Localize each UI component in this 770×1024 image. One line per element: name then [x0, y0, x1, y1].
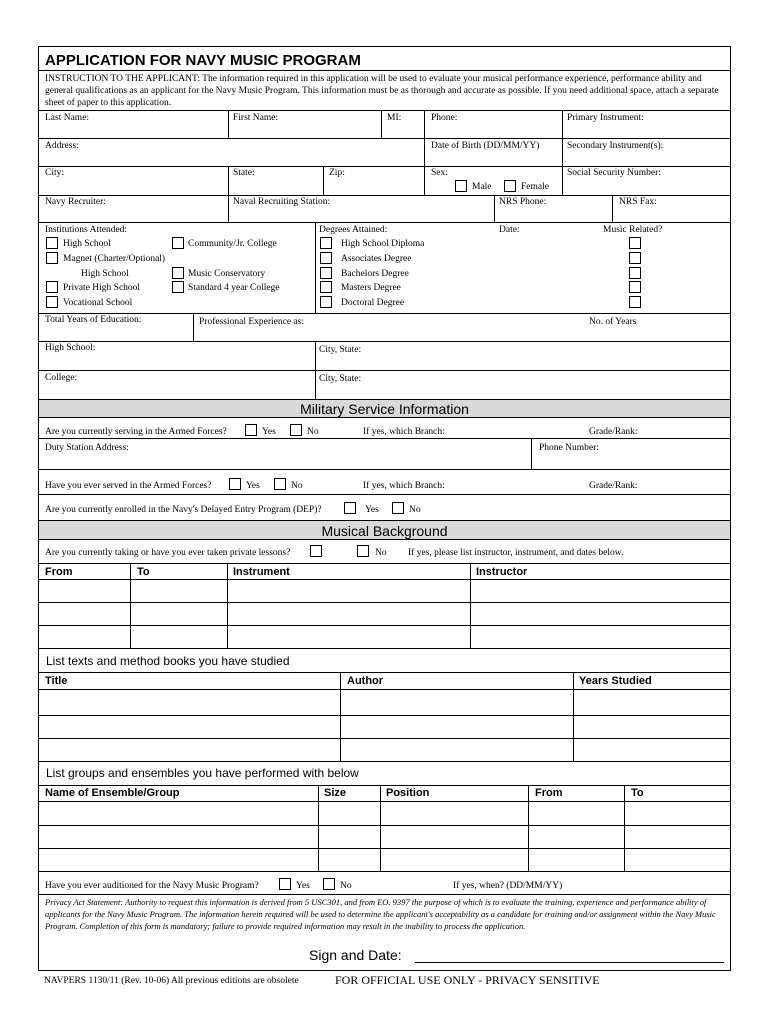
serving-yes-checkbox[interactable]	[245, 424, 257, 436]
q-private-lessons: Are you currently taking or have you ever taken private lessons?	[45, 548, 291, 558]
form-number: NAVPERS 1130/11 (Rev. 10-06) All previous editions are obsolete	[44, 976, 299, 986]
degree-masters-label: Masters Degree	[341, 283, 401, 293]
duty-phone-label: Phone Number:	[539, 443, 599, 453]
college-label: College:	[45, 373, 78, 383]
audition-no-checkbox[interactable]	[323, 878, 335, 890]
fouo-notice: FOR OFFICIAL USE ONLY - PRIVACY SENSITIVE	[335, 973, 600, 987]
table-row[interactable]	[39, 690, 731, 715]
groups-heading: List groups and ensembles you have performed with below	[46, 766, 359, 780]
dep-yes-label: Yes	[365, 505, 379, 515]
institution-magnet-label: Magnet (Charter/Optional)	[63, 254, 166, 264]
table-row[interactable]	[39, 826, 731, 848]
institution-4yr-college-label: Standard 4 year College	[188, 283, 280, 293]
serving-grade-label: Grade/Rank:	[589, 427, 638, 437]
table-row[interactable]	[39, 849, 731, 871]
institution-conservatory-label: Music Conservatory	[188, 269, 266, 279]
degree-hs-diploma-label: High School Diploma	[341, 239, 425, 249]
served-yes-checkbox[interactable]	[229, 478, 241, 490]
served-grade-label: Grade/Rank:	[589, 481, 638, 491]
last-name-field[interactable]	[109, 111, 229, 135]
institution-private-high-school-label: Private High School	[63, 283, 141, 293]
total-years-label: Total Years of Education:	[45, 315, 142, 325]
dob-label: Date of Birth (DD/MM/YY)	[431, 141, 540, 151]
q-currently-serving: Are you currently serving in the Armed Forces?	[45, 427, 227, 437]
male-label: Male	[472, 182, 492, 192]
table-row[interactable]	[39, 716, 731, 738]
city-label: City:	[45, 168, 65, 178]
degrees-label: Degrees Attained:	[319, 225, 388, 235]
groups-col-position: Position	[386, 787, 430, 799]
serving-no-label: No	[307, 427, 319, 437]
institution-vocational-checkbox[interactable]	[46, 296, 58, 308]
music-related-label: Music Related?	[603, 225, 663, 235]
mi-label: MI:	[387, 113, 402, 123]
last-name-label: Last Name:	[45, 113, 90, 123]
state-label: State:	[233, 168, 255, 178]
high-school-label: High School:	[45, 343, 96, 353]
texts-col-title: Title	[45, 675, 68, 687]
military-section-header	[39, 399, 730, 418]
served-branch-label: If yes, which Branch:	[363, 481, 445, 491]
first-name-field[interactable]	[289, 111, 379, 135]
sign-date-label: Sign and Date:	[309, 947, 402, 963]
institution-community-college-checkbox[interactable]	[172, 237, 184, 249]
degree-masters-checkbox[interactable]	[320, 281, 332, 293]
lessons-no-label: No	[375, 548, 387, 558]
music-related-checkbox-2[interactable]	[629, 252, 641, 264]
table-row[interactable]	[39, 603, 731, 625]
institution-4yr-college-checkbox[interactable]	[172, 281, 184, 293]
musical-section-header	[39, 520, 730, 540]
institution-vocational-label: Vocational School	[63, 298, 133, 308]
hs-city-state-label: City, State:	[319, 345, 362, 355]
privacy-act-statement: Privacy Act Statement: Authority to request this information is derived from 5 USC301, and from EO. 9397 the purpose of which is to evaluate the training, experience and performance ability of applicants for the Navy Music Program. The information herein required will be used to determine the applicant's acceptability as a candidate for training and/or assignment within the Navy Music Program. Completion of this form is mandatory; failure to provide required information may result in the inability to process the application.	[45, 897, 716, 931]
serving-yes-label: Yes	[262, 427, 276, 437]
professional-experience-label: Professional Experience as:	[199, 317, 304, 327]
address-label: Address:	[45, 141, 79, 151]
male-checkbox[interactable]	[455, 180, 467, 192]
q-auditioned: Have you ever auditioned for the Navy Music Program?	[45, 881, 259, 891]
served-no-checkbox[interactable]	[274, 478, 286, 490]
lessons-col-from: From	[45, 566, 73, 578]
institution-magnet-checkbox[interactable]	[46, 252, 58, 264]
serving-no-checkbox[interactable]	[290, 424, 302, 436]
institutions-label: Institutions Attended:	[45, 225, 128, 235]
dep-no-checkbox[interactable]	[392, 502, 404, 514]
no-of-years-label: No. of Years	[589, 317, 637, 327]
degree-bachelors-checkbox[interactable]	[320, 267, 332, 279]
degree-doctoral-label: Doctoral Degree	[341, 298, 405, 308]
music-related-checkbox-5[interactable]	[629, 296, 641, 308]
primary-instrument-label: Primary Instrument:	[567, 113, 644, 123]
duty-station-label: Duty Station Address:	[45, 443, 129, 453]
audition-when-label: If yes, when? (DD/MM/YY)	[453, 881, 563, 891]
degree-date-label: Date:	[499, 225, 520, 235]
recruiting-station-label: Naval Recruiting Station:	[233, 197, 331, 207]
served-yes-label: Yes	[246, 481, 260, 491]
lessons-col-instrument: Instrument	[233, 566, 290, 578]
institution-private-high-school-checkbox[interactable]	[46, 281, 58, 293]
dep-no-label: No	[409, 505, 421, 515]
q-ever-served: Have you ever served in the Armed Forces?	[45, 481, 212, 491]
secondary-instrument-label: Secondary Instrument(s):	[567, 141, 664, 151]
music-related-checkbox-4[interactable]	[629, 281, 641, 293]
institution-high-school-checkbox[interactable]	[46, 237, 58, 249]
texts-col-author: Author	[347, 675, 384, 687]
institution-community-college-label: Community/Jr. College	[188, 239, 277, 249]
female-checkbox[interactable]	[504, 180, 516, 192]
table-row[interactable]	[39, 739, 731, 761]
dep-yes-checkbox[interactable]	[344, 502, 356, 514]
degree-hs-diploma-checkbox[interactable]	[320, 237, 332, 249]
female-label: Female	[521, 182, 549, 192]
phone-label: Phone:	[431, 113, 458, 123]
q-dep-enrolled: Are you currently enrolled in the Navy's Delayed Entry Program (DEP)?	[45, 505, 322, 515]
table-row[interactable]	[39, 626, 731, 648]
military-section-title: Military Service Information	[300, 401, 469, 417]
signature-line[interactable]	[415, 962, 724, 963]
groups-col-name: Name of Ensemble/Group	[45, 787, 180, 799]
lessons-note: If yes, please list instructor, instrument, and dates below.	[408, 548, 624, 558]
audition-yes-checkbox[interactable]	[279, 878, 291, 890]
institution-conservatory-checkbox[interactable]	[172, 267, 184, 279]
table-row[interactable]	[39, 802, 731, 825]
table-row[interactable]	[39, 580, 731, 602]
degree-associates-label: Associates Degree	[341, 254, 412, 264]
musical-section-title: Musical Background	[321, 523, 448, 539]
college-city-state-label: City, State:	[319, 374, 362, 384]
nrs-fax-label: NRS Fax:	[619, 197, 657, 207]
zip-label: Zip:	[329, 168, 345, 178]
lessons-col-to: To	[137, 566, 150, 578]
texts-heading: List texts and method books you have studied	[46, 654, 290, 668]
lessons-yes-checkbox[interactable]	[310, 545, 322, 557]
music-related-checkbox-3[interactable]	[629, 267, 641, 279]
groups-col-size: Size	[324, 787, 347, 799]
audition-no-label: No	[340, 881, 352, 891]
music-related-checkbox-1[interactable]	[629, 237, 641, 249]
serving-branch-label: If yes, which Branch:	[363, 427, 445, 437]
first-name-label: First Name:	[233, 113, 279, 123]
degree-associates-checkbox[interactable]	[320, 252, 332, 264]
degree-doctoral-checkbox[interactable]	[320, 296, 332, 308]
texts-col-years: Years Studied	[579, 675, 652, 687]
sex-label: Sex:	[431, 168, 448, 178]
institution-high-school-label: High School	[63, 239, 111, 249]
institution-magnet-high-school-label: High School	[81, 269, 129, 279]
navy-recruiter-label: Navy Recruiter:	[45, 197, 106, 207]
lessons-col-instructor: Instructor	[476, 566, 528, 578]
groups-col-from: From	[535, 787, 563, 799]
form-title: APPLICATION FOR NAVY MUSIC PROGRAM	[45, 52, 361, 69]
nrs-phone-label: NRS Phone:	[499, 197, 547, 207]
application-form	[38, 46, 731, 971]
instructions: INSTRUCTION TO THE APPLICANT: The information required in this application will be used to evaluate your musical performance experience, performance ability and general qualifications as an applicant for the Navy Music Program. This information must be as thorough and accurate as possible. If you need additional space, attach a separate sheet of paper to this application.	[45, 74, 719, 108]
ssn-label: Social Security Number:	[567, 168, 661, 178]
lessons-no-checkbox[interactable]	[357, 545, 369, 557]
audition-yes-label: Yes	[296, 881, 310, 891]
groups-col-to: To	[631, 787, 644, 799]
degree-bachelors-label: Bachelors Degree	[341, 269, 409, 279]
served-no-label: No	[291, 481, 303, 491]
